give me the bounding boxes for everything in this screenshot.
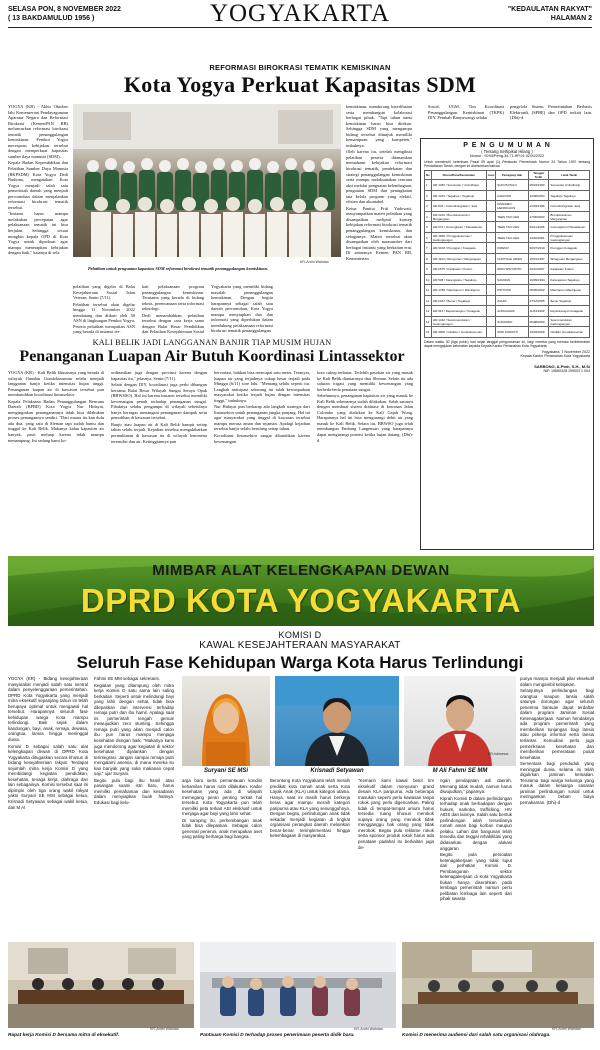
cell-hak: HM 845 / Cokrodiningratan / Jetis <box>431 201 486 212</box>
cell-luas <box>486 253 496 264</box>
notice-table-row <box>425 253 590 264</box>
paragraph: YOGYA (KR) - Akhir Oktober lalu Kementerian Pendayagunaan Aparatur Negara dan Reformasi Birokrasi (KemenPAN RB) meluncurkan reformasi birokrasi tematik penanggulangan kemiskinan. Pemkot Yogya merespons kebijakan tersebut dengan memperkuat kapasitas sumber daya manusia (SDM). <box>8 104 68 159</box>
cell-luas <box>486 201 496 212</box>
cell-no: 3 <box>425 201 432 212</box>
notice-table <box>424 170 590 338</box>
advert-komisi: KOMISI D <box>278 630 322 640</box>
notice-place-date: Yogyakarta, 7 November 2022 <box>541 350 590 355</box>
paragraph: pengelola Sistem Pemerintahan Berbasis Elektronik (SPBE) dan OPD terkait lain. (Dhi)-d <box>510 104 592 121</box>
paragraph: "Instansi harus mampu melakukan percepatan agar pelaksanaan tematik ini bisa berjalan. Sehingga sesuai mungkin kepala OPD di Kota Yogya untuk diperkuat agar mampu menerapkan kebijakan dengan baik," katanya di sela <box>8 211 68 256</box>
cell-nama: TEEN TAN LIEN <box>496 222 528 233</box>
article1-kicker: REFORMASI BIROKRASI TEMATIK KEMISKINAN <box>209 63 391 72</box>
paragraph: Nur Hidayat pun berharap ada langkah strategis dari lintassektor untuk penanganan jangka panjang. Hal ini agar masyarakat yang tinggal di kawasan tersebut mampu merasa aman dan nyaman. Apalagi kejadian tersebut banjir selalu berulang setiap tahun. <box>214 404 310 432</box>
photo1-credit: KR-Ardhi Wahdan <box>150 1027 179 1031</box>
column-header: Letak Tanah <box>549 171 590 180</box>
cell-no: 15 <box>425 327 432 338</box>
column-header: Pemegang Hak <box>496 171 528 180</box>
paragraph: Beruntung Kota Yogyakarta telah meraih predikat kota ramah anak serta Kota Layak Anak (KLA) untuk kategori utama. Hanya, saat ini masih harus berkerja keras agar mampu meraih kategori paripurna atau KLA yang sesungguhnya. Dengan begitu, perlindungan anak tidak sekadar menjadi kegiatan di tingkat organisasi perangkat daerah melainkan benar-benar terimplementasi hingga kelembagaan di masyarakat. <box>270 778 350 839</box>
photo1-caption: Rapat kerja Komisi D bersama mitra di eksekutif. <box>8 1033 120 1038</box>
land-notice-box <box>420 138 594 550</box>
paragraph: Dedi menambahkan, pelatihan tersebut dengan cara kerja sama dengan Balai Besar Pendidikan dan Pelatihan Kesejahteraan Sosial <box>142 312 204 335</box>
banner-main-text: DPRD KOTA YOGYAKARTA <box>80 582 522 619</box>
portrait-credit: KR-Istimewa <box>488 752 509 756</box>
cell-luas <box>486 180 496 191</box>
portrait-suryani <box>182 676 270 766</box>
cell-no: 2 <box>425 190 432 201</box>
notice-table-row <box>425 295 590 306</box>
paragraph: Yogyakarta yang memiliki bidang masalah penanggulangan kemiskinan. Dengan begitu harapannya sebagai salah satu daerah percontohan, Kota Yogya mampu menyiapkan dua dan informasi yang diperlukan dalam mendukung pelaksanaan reformasi birokrasi tematik penanggulangan <box>211 284 273 334</box>
paragraph: YOGYA (KR) - Kali Belik khususnya yang berada di wilayah Jlanalan Gondokusuman selalu menjadi langganan banjir ketika intensitas hujan tinggi. Penanganan luapan air di kawasan tersebut pun membutuhkan koordinasi lintassektor. <box>8 370 104 398</box>
portrait-illustration <box>275 676 399 766</box>
notice-table-row <box>425 211 590 222</box>
cell-luas <box>486 327 496 338</box>
cell-no: 11 <box>425 285 432 296</box>
photo3-credit: KR-Ardhi Wahdan <box>552 1027 581 1031</box>
cell-no: 1 <box>425 180 432 191</box>
cell-no: 9 <box>425 264 432 275</box>
article1-col5 <box>346 104 412 336</box>
cell-hak: HM 1786 / Mantrijeron / Mantrijeron <box>431 285 486 296</box>
article1-photo <box>73 104 341 257</box>
notice-table-row <box>425 243 590 254</box>
paragraph: Ketua Panitia Priti Yudowati, menyampaikan materi pelatihan yang disampaikan meliputi konsep kebijakan reformasi birokrasi tematik penanggulangan kemiskinan, dan sebagainya. Materi tersebut akan disampaikan oleh narasumber dari berbagai instansi yang berkaitan erat. Di antaranya Kemen PAN RB, Kementerian <box>346 205 412 261</box>
paragraph: YOGYA (KR) - Bidang kesejahteraan masyarakat menjadi salah satu sentral dalam penyelenggaraan pemerintahan. DPRD Kota Yogyakarta yang menjadi mitra eksekutif sepanjang tahun ini telah berupaya optimal untuk mengawal hal tersebut. Harapannya seluruh fase kehidupan warga Kota mampu terlindungi. Baik sejak dalam kandungan, bayi, anak, remaja, dewasa, orangtua, lansia hingga meninggal dunia. <box>8 676 88 743</box>
cell-letak: Tegalrejo Tegalrejo <box>549 190 590 201</box>
portrait-krisnadi <box>275 676 399 766</box>
group-photo-illustration <box>73 104 341 257</box>
notice-title: P E N G U M U M A N <box>463 142 551 149</box>
paragraph: Komisi D sebagai salah satu alat kelengkapan dewan di DPRD Kota Yogyakarta ditugaskan secara khusus di bidang kesejahteraan rakyat. Terdapat sejumlah mitra kerja Komisi D yang membidangi kegiatan pendidikan, kesehatan, tenaga kerja, olahraga dan lain sebagainya. Komisi tersebut saat ini dipimpin oleh tiga orang wakil rakyat yakni Suryani SE MSI sebagai ketua, Krisnadi Setyawan sebagai wakil ketua, dan M Al <box>8 743 88 810</box>
cell-hak: HM 538 / Karangwaru / Tegalrejo <box>431 274 486 285</box>
cell-no: 8 <box>425 253 432 264</box>
cell-letak: Karangwaru Tegalrejo <box>549 274 590 285</box>
cell-letak: Cikditiro Gondokusuman <box>549 327 590 338</box>
cell-tanggal: 19/09/1994 <box>528 274 549 285</box>
article1-headline: Kota Yogya Perkuat Kapasitas SDM <box>123 72 477 97</box>
article1-col7 <box>510 104 592 134</box>
paragraph: "Kemarin kami kawal betul tim eksekutif dalam menyusun grand desain KLA paripurna. Ada beberapa masukan seperti perlu kawasan tanpa rokok yang perlu digencarkan. Paling tidak di tempat-tempat umum harus tersedia ruang khusus merokok supaya orang yang merokok tidak mengganggu hak orang yang tidak merokok. Begitu pula reklame rokok serta sponsor produk rokok harus ada penataan padahal itu berkaitan juga de- <box>358 778 434 850</box>
photo-audiensi <box>402 942 594 1028</box>
column-header: Tanggal Terbit <box>528 171 549 180</box>
cell-no: 4 <box>425 211 432 222</box>
cell-nama: AURLIAGRA <box>496 306 528 317</box>
cell-hak: HM 2210 / Brontokusuman / Mergangsan <box>431 211 486 222</box>
cell-letak: Wirogunan Mergangsan <box>549 253 590 264</box>
header-rule <box>8 27 592 28</box>
cell-luas <box>486 274 496 285</box>
article2-col3 <box>214 370 310 550</box>
cell-luas <box>486 211 496 222</box>
paragraph: Begitu pula persoalan ketenagakerjaan yang tidak luput dari perhatian Komisi D. Pembangunan sektor ketenagakerjaan di Kota Yogyakarta bukan hanya diserahkan pada lembaga pemerintah namun perlu pelibatan lembaga lain seperti dari pihak swasta <box>440 852 512 902</box>
photo3-caption: Komisi D menerima audiensi dari salah satu organisasi olahraga. <box>402 1033 551 1038</box>
cell-nama: WIDI SURANTI <box>496 327 528 338</box>
article1-col2 <box>73 284 135 336</box>
header-hijri: ( 13 BAKDAMULUD 1956 ) <box>8 15 95 22</box>
notice-nip: NIP. 19660328 199003 1 004 <box>543 369 590 374</box>
portrait-name-fahmi: M Ali Fahmi SE MM <box>432 768 488 774</box>
cell-letak: Cokrodiningratan Jetis <box>549 201 590 212</box>
cell-hak: HM 2047 / Bener / Tegalrejo <box>431 295 486 306</box>
notice-signer: SARBONO, A.Ptnh, S.H., M.Si <box>534 364 590 370</box>
cell-tanggal: 21/03/1996 <box>528 201 549 212</box>
cell-hak: HM 1104 / Wirogunan / Mergangsan <box>431 253 486 264</box>
cell-tanggal: 08/05/2002 <box>528 285 549 296</box>
cell-luas <box>486 306 496 317</box>
article2-headline: Penanganan Luapan Air Butuh Koordinasi Lintassektor <box>19 348 405 365</box>
notice-table-row <box>425 285 590 296</box>
cell-no: 10 <box>425 274 432 285</box>
notice-subtitle: ( Tentang Sertipikat Hilang ) <box>481 149 533 154</box>
advert-col1 <box>8 676 88 938</box>
cell-hak: HM 915 / Rejowinangun / Kotagede <box>431 306 486 317</box>
cell-tanggal: 06/08/2000 <box>528 316 549 327</box>
cell-tanggal: 24/02/2001 <box>528 232 549 243</box>
header-date: SELASA PON, 8 NOVEMBER 2022 <box>8 6 121 13</box>
cell-nama: HARIYADI <box>496 190 528 201</box>
cell-hak: HM 2675 / Kadipaten / Kraton <box>431 264 486 275</box>
cell-letak: Bener Tegalrejo <box>549 295 590 306</box>
paragraph: kota cukup terbatas. Terlebih pasokan air yang masuk ke Kali Belik diantaranya dari Sleman. Selain itu ada saluran irigasi yang memiliki kewenangan yang berbeda-beda penataan sungai. <box>317 370 413 392</box>
paragraph: Oleh karena itu, setelah mengikuti pelatihan peserta ditanamkan memahami kebijakan reformasi birokrasi tematik, pendekatan dan strategi penanggulangan kemiskinan serta mampu melaksanakan rencana aksi melalui penguatan kelembagaan, penguatan SDM dan peningkatan tata kelola program yang efektif, efisien dan akuntabel. <box>346 149 412 205</box>
paragraph: Sebelumnya, penanganan kapasitas air yang masuk ke Kali Belik sebenarnya sudah dilakukan. Salah satunya dengan membuat sistem drainase di kawasan Jalan Colombo yang dialirkan ke Kali Gajah Wong. Harapannya hal ini bisa mengurangi debit air yang masuk ke Kali Belik. Selain itu, BBWSO juga telah membangun Embung Langensari yang harapannya dapat mengurangi potensi ketika hujan datang. (Dhi)-d <box>317 393 413 443</box>
paragraph: Kiprah Komisi D dalam perlindungan terhadap anak berhadapan dengan hukum, narkoba, trafficking, HIV AIDS dan lainnya. Salah satu bentuk perlindungan ialah tersedianya rumah aman bagi korban maupun pelaku. Lahan dan bangunan telah tersedia dan tinggal rehabilitasi yang didasarkan dengan alokasi anggaran. <box>440 795 512 851</box>
article2-kicker: KALI BELIK JADI LANGGANAN BANJIR TIAP MUSIM HUJAN <box>92 338 332 347</box>
notice-intro: Untuk memenuhi ketentuan Pasal 59 ayat (1) Peraturan Pemerintah Nomor 24 Tahun 1997 tentang Pendaftaran Tanah, dengan ini diumumkan bahwa: <box>424 160 590 169</box>
notice-table-row <box>425 316 590 327</box>
cell-luas <box>486 295 496 306</box>
cell-letak: Prenggan Kotagede <box>549 243 590 254</box>
notice-table-row <box>425 201 590 212</box>
cell-luas <box>486 264 496 275</box>
article1-col1 <box>8 104 68 336</box>
cell-tanggal: 11/03/1999 <box>528 306 549 317</box>
advert-banner <box>8 556 594 626</box>
paragraph: Pelatihan tersebut akan digelar hingga 11 November 2022 mendatang dan diikuti oleh 50 ASN di lingkungan Pemkot Yogya. Peserta pelatihan merupakan ASN yang berada di instansi ter- <box>73 301 135 335</box>
cell-tanggal: 27/12/2005 <box>528 295 549 306</box>
cell-hak: HM 3009 / Cikditiro / Gondokusuman <box>431 327 486 338</box>
paragraph: bervariasi, bahkan bisa mencapai satu meter. Teranyar, luapan air yang terjadinya cukup besar terjadi pada Minggu (6/11) sore lalu. "Memang selalu seperti itu. Langkah antisipasi sekarang ini ialah kewaspadaan masyarakat ketika terjadi hujan dengan intensitas tinggi," imbuhnya. <box>214 370 310 403</box>
classroom-illustration <box>200 942 396 1028</box>
cell-tanggal: 05/04/1999 <box>528 180 549 191</box>
photo-rapat-kerja <box>8 942 194 1028</box>
notice-table-row <box>425 274 590 285</box>
article2-col2 <box>111 370 207 550</box>
advert-col3 <box>182 778 262 938</box>
portrait-name-krisnadi: Krisnadi Setyawan <box>310 768 364 774</box>
portrait-illustration <box>182 676 270 766</box>
cell-hak: HM 1432 / Sosromenduran / Gedongtengen <box>431 316 486 327</box>
cell-no: 12 <box>425 295 432 306</box>
paragraph: ordinasikan juga dengan provinsi karena dengan kapasitas itu," jelasnya, Senin (7/11). <box>111 370 207 381</box>
paragraph: Kegiatan yang ditampung oleh mitra kerja Komisi D satu sama lain saling berkaitan. Seperti untuk melindungi bayi yang lahir dengan sehat, tidak bisa dilepaskan dari intervensi terhadap remaja putri dan ibu hamil. Apalagi saat ini pemerintah tengah gencar mewujudkan zero stunting. Sehingga remaja putri yang akan menjadi calon ibu pun harus mampu menjaga kesehatan dengan baik. "Makanya kami juga mendorong agar kegiatan di sektor kesehatan dijalankan dengan terintegrasi. Jangan sampai remaja putri mengalami anemia, di mana mereka itu kan banyak yang suka makanan cepat saji," ujar Suryani. <box>94 682 174 777</box>
advert-col5 <box>358 778 434 938</box>
advert-headline: Seluruh Fase Kehidupan Warga Kota Harus Terlindungi <box>76 653 524 672</box>
cell-luas <box>486 243 496 254</box>
cell-tanggal: 23/04/2009 <box>528 327 549 338</box>
paragraph: Sosial, UGM, Tim Koordinasi Penanggulangan Kemiskinan (TKPK) DIY, Pemkab Banyuwangi selaku <box>428 104 504 121</box>
article1-caption: Pelatihan untuk penguatan kapasitas SDM reformasi birokrasi tematik penanggulangan kemiskinan. <box>88 266 269 271</box>
banner-top-text: MIMBAR ALAT KELENGKAPAN DEWAN <box>152 562 450 579</box>
cell-letak: Sosromenduran Gedongtengen <box>549 316 590 327</box>
cell-luas <box>486 222 496 233</box>
cell-letak: Pringgokusuman Gedongtengen <box>549 232 590 243</box>
paragraph: punya mampu menjadi pilar eksekutif dalam mengambil kebijakan. <box>520 676 594 687</box>
cell-letak: Brontokusuman Mergangsan <box>549 211 590 222</box>
notice-table-row <box>425 264 590 275</box>
notice-number: Nomor : 9294/Peng-34.71.HP.01.02/XI/2022 <box>469 154 545 158</box>
cell-tanggal: 30/07/2010 <box>528 243 549 254</box>
cell-nama: PRIYONO <box>496 285 528 296</box>
notice-table-row <box>425 222 590 233</box>
photo-ppdb <box>200 942 396 1028</box>
paragraph: ngan pendapatan asli daerah. Memang tidak mudah, namun harus diwujudkan," papamya. <box>440 778 512 795</box>
cell-hak: HM 3318 / Prenggan / Kotagede <box>431 243 486 254</box>
paragraph: Di samping itu, perkembangan anak tidak bisa dilepaskan. Sebagai calon generasi penerus, anak merupakan aset yang paling berharga bagi bangsa. <box>182 817 262 840</box>
notice-table-row <box>425 306 590 317</box>
notice-table-row <box>425 190 590 201</box>
notice-footer: Dalam waktu 30 (tiga puluh) hari sejak tanggal pengumuman ini, bagi mereka yang merasa berkeberatan dapat mengajukan keberatan kepada Kepala Kantor Pertanahan Kota Yogyakarta. <box>424 339 590 349</box>
cell-tanggal: 15/01/1997 <box>528 253 549 264</box>
cell-tanggal: 09/11/1998 <box>528 222 549 233</box>
paragraph: Begitu pula bagi ibu hamil atau pasangan suami istri baru, harus memiliki pemahaman dan kesadaran dalam menyiapkan buah hatinya. Edukasi bagi kelu- <box>94 777 174 806</box>
paragraph: pelatihan yang digelar di Balai Kesejahteraan Sosial Jalan Veteran, Senin (7/11). <box>73 284 135 301</box>
advert-col2 <box>94 676 174 938</box>
cell-nama: SAMIJAN <box>496 274 528 285</box>
article1-col3 <box>142 284 204 336</box>
cell-nama: TEEN TAN LIEN <box>496 232 528 243</box>
meeting-illustration <box>8 942 194 1028</box>
cell-letak: Gunungketur Pakualaman <box>549 222 590 233</box>
cell-hak: HM 672 / Gunungketur / Pakualaman <box>431 222 486 233</box>
cell-nama: SUDARNO <box>496 316 528 327</box>
article1-col6 <box>428 104 504 134</box>
article2-col1 <box>8 370 104 550</box>
masthead: YOGYAKARTA <box>209 0 391 27</box>
advert-col7 <box>520 676 594 938</box>
cell-nama: ZUHRI <box>496 295 528 306</box>
paragraph: Kepala Pelaksana Badan Penanggulangan Bencana Daerah (BPBD) Kota Yogya Nur Hidayat, menginginkan penanganannya tidak bisa dilakukan proses penangannya sendiri. "Dari muara itu kan dulu ada dua, yang satu di Sleman tapi sudah buntu dan tinggal ke Kali Belik. Makanya kalau kapasitas air banyak, pasti meluap karena tidak mampu menampung. Ini sedang kami ko- <box>8 398 104 443</box>
cell-no: 14 <box>425 316 432 327</box>
column-header: No <box>425 171 432 180</box>
article1-col4 <box>211 284 273 336</box>
paragraph: Selain dengan DIY, koordinasi juga perlu dibangun bersama Balai Besar Wilayah Sungai Serayu Opak (BBWSSO). Hal ini karena instansi tersebut memiliki kewenangan penuh terhadap penanganan sungai. Pihaknya selaku pengampu di wilayah sebetulnya hanya bertugas menangani penanganan dampak serta pemulihan di kawasan tersebut. <box>111 382 207 421</box>
cell-letak: Kadipaten Kraton <box>549 264 590 275</box>
photo2-credit: KR-Ardhi Wahdan <box>354 1027 383 1031</box>
cell-tanggal: 17/06/2003 <box>528 211 549 222</box>
paragraph: Selanjutnya perlindungan bagi orangtua maupun lansia salah satunya dorongan agar seluruh penerima bantuan dapat terdaftar dalam program Jaminan Sosial Ketenagakerjaan. Namun hendaknya ada program pemerintah yang memberikan tunjangan bagi lansia atau pekerja informal serta lansia terlantar. Kemudian perlu juga pemeriksaan kesehatan dan memberikan pemerataan pusat kesehatan. <box>520 688 594 760</box>
advert-col6-text <box>440 778 512 938</box>
notice-table-row <box>425 232 590 243</box>
photo2-caption: Pantauan Komisi D terhadap proses penerimaan peserta didik baru. <box>200 1033 355 1038</box>
cell-letak: Sorosutan Umbulharjo <box>549 180 590 191</box>
notice-table-row <box>425 180 590 191</box>
cell-hak: HM 1484 / Sorosutan / Umbulharjo <box>431 180 486 191</box>
header-page-number: HALAMAN 2 <box>550 15 592 22</box>
header-paper-name: "KEDAULATAN RAKYAT" <box>507 6 592 13</box>
cell-hak: HM 1950 / Pringgokusuman / Gedongtengen <box>431 232 486 243</box>
cell-nama: CHOTIJAH ARIES <box>496 253 528 264</box>
advert-subtitle: KAWAL KESEJAHTERAAN MASYARAKAT <box>199 640 401 651</box>
cell-hak: HM 1233 / Tegalrejo / Tegalrejo <box>431 190 486 201</box>
cell-no: 7 <box>425 243 432 254</box>
paragraph: Koordinasi lintassektor sangat dibutuhkan karena kewenangan <box>214 433 310 444</box>
cell-nama: DIMASMO HENRICHUS <box>496 201 528 212</box>
column-header: Nomor/Desa/Kecamatan <box>431 171 486 180</box>
cell-luas <box>486 285 496 296</box>
paragraph: kemiskinan, mendorong keterlibatan serta membangun kolaborasi berbagai pihak. "Tapi tahun nanti kemiskinan harus bisa ditekan. Sehingga SDM yang mengampu bidang tersebut ditunjuk memiliki kemampuan yang kompeten," imbuhnya. <box>346 104 412 148</box>
cell-luas <box>486 190 496 201</box>
paragraph: arga baru serta pemantauan kondisi kehamilan harus rutin dilakukan. Kader kesehatan yang ada di wilayah memegang peran penting terkait hal tersebut. Kota Yogyakarta pun telah memiliki peta terkait ASI eksklusif untuk menjaga agar bayi yang lahir sehat. <box>182 778 262 817</box>
notice-office: Kepala Kantor Pertanahan Kota Yogyakarta <box>520 354 590 359</box>
cell-no: 6 <box>425 232 432 243</box>
cell-luas <box>486 232 496 243</box>
notice-table-header <box>425 171 590 180</box>
advert-col4 <box>270 778 350 938</box>
paragraph: kait pelaksanaan program penanggulangan kemiskinan. Terutama yang berada di bidang teknis, perencanaan serta informasi teknologi. <box>142 284 204 312</box>
cell-no: 5 <box>425 222 432 233</box>
cell-tanggal: 12/08/2004 <box>528 190 549 201</box>
cell-nama: TEEN TAN LIEN <box>496 211 528 222</box>
paragraph: Banjir atau luapan air di Kali Belik hampir setiap tahun selalu terjadi. Kejadian tersebut mengakibatkan permukiman di kawasan itu di wilayah fenomena tersendiri dan air. Ketinggiannya pun <box>111 421 207 444</box>
paragraph: Sementara bagi penduduk yang meninggal dunia, selama ini telah digulirkan jaminan kematian. Terutama bagi warga keluarga yang masuk dalam keluarga sasaran jaminan perlindungan sosial untuk meringankan beban biaya pemakaman. (Dhi)-d <box>520 761 594 806</box>
cell-letak: Mantrijeron Mantrijeron <box>549 285 590 296</box>
audience-illustration <box>402 942 594 1028</box>
cell-luas <box>486 316 496 327</box>
cell-letak: Rejowinangun Kotagede <box>549 306 590 317</box>
cell-nama: RIDO WIDYANTO <box>496 264 528 275</box>
cell-tanggal: 02/10/2007 <box>528 264 549 275</box>
paragraph: Kepala Badan Kependidikan dan Pelatihan Sumber Daya Manusia (BKPSDM) Kota Yogya Dedi Budiono, mengatakan Kota Yogya menjadi salah satu pemerintah daerah yang menjadi percontohan dalam menjalankan reformasi birokrasi tematik tersebut. <box>8 160 68 210</box>
cell-nama: SUKOSUSILO <box>496 180 528 191</box>
paragraph: Fahmi SE MM sebagai sekretaris. <box>94 676 160 681</box>
cell-nama: KIRENO <box>496 243 528 254</box>
article2-col4 <box>317 370 413 550</box>
portrait-name-suryani: Suryani SE MSi <box>203 768 248 774</box>
column-header: Luas <box>486 171 496 180</box>
notice-table-row <box>425 327 590 338</box>
article1-photo-credit: KR-Ardhi Wahdan <box>300 260 329 264</box>
cell-no: 13 <box>425 306 432 317</box>
